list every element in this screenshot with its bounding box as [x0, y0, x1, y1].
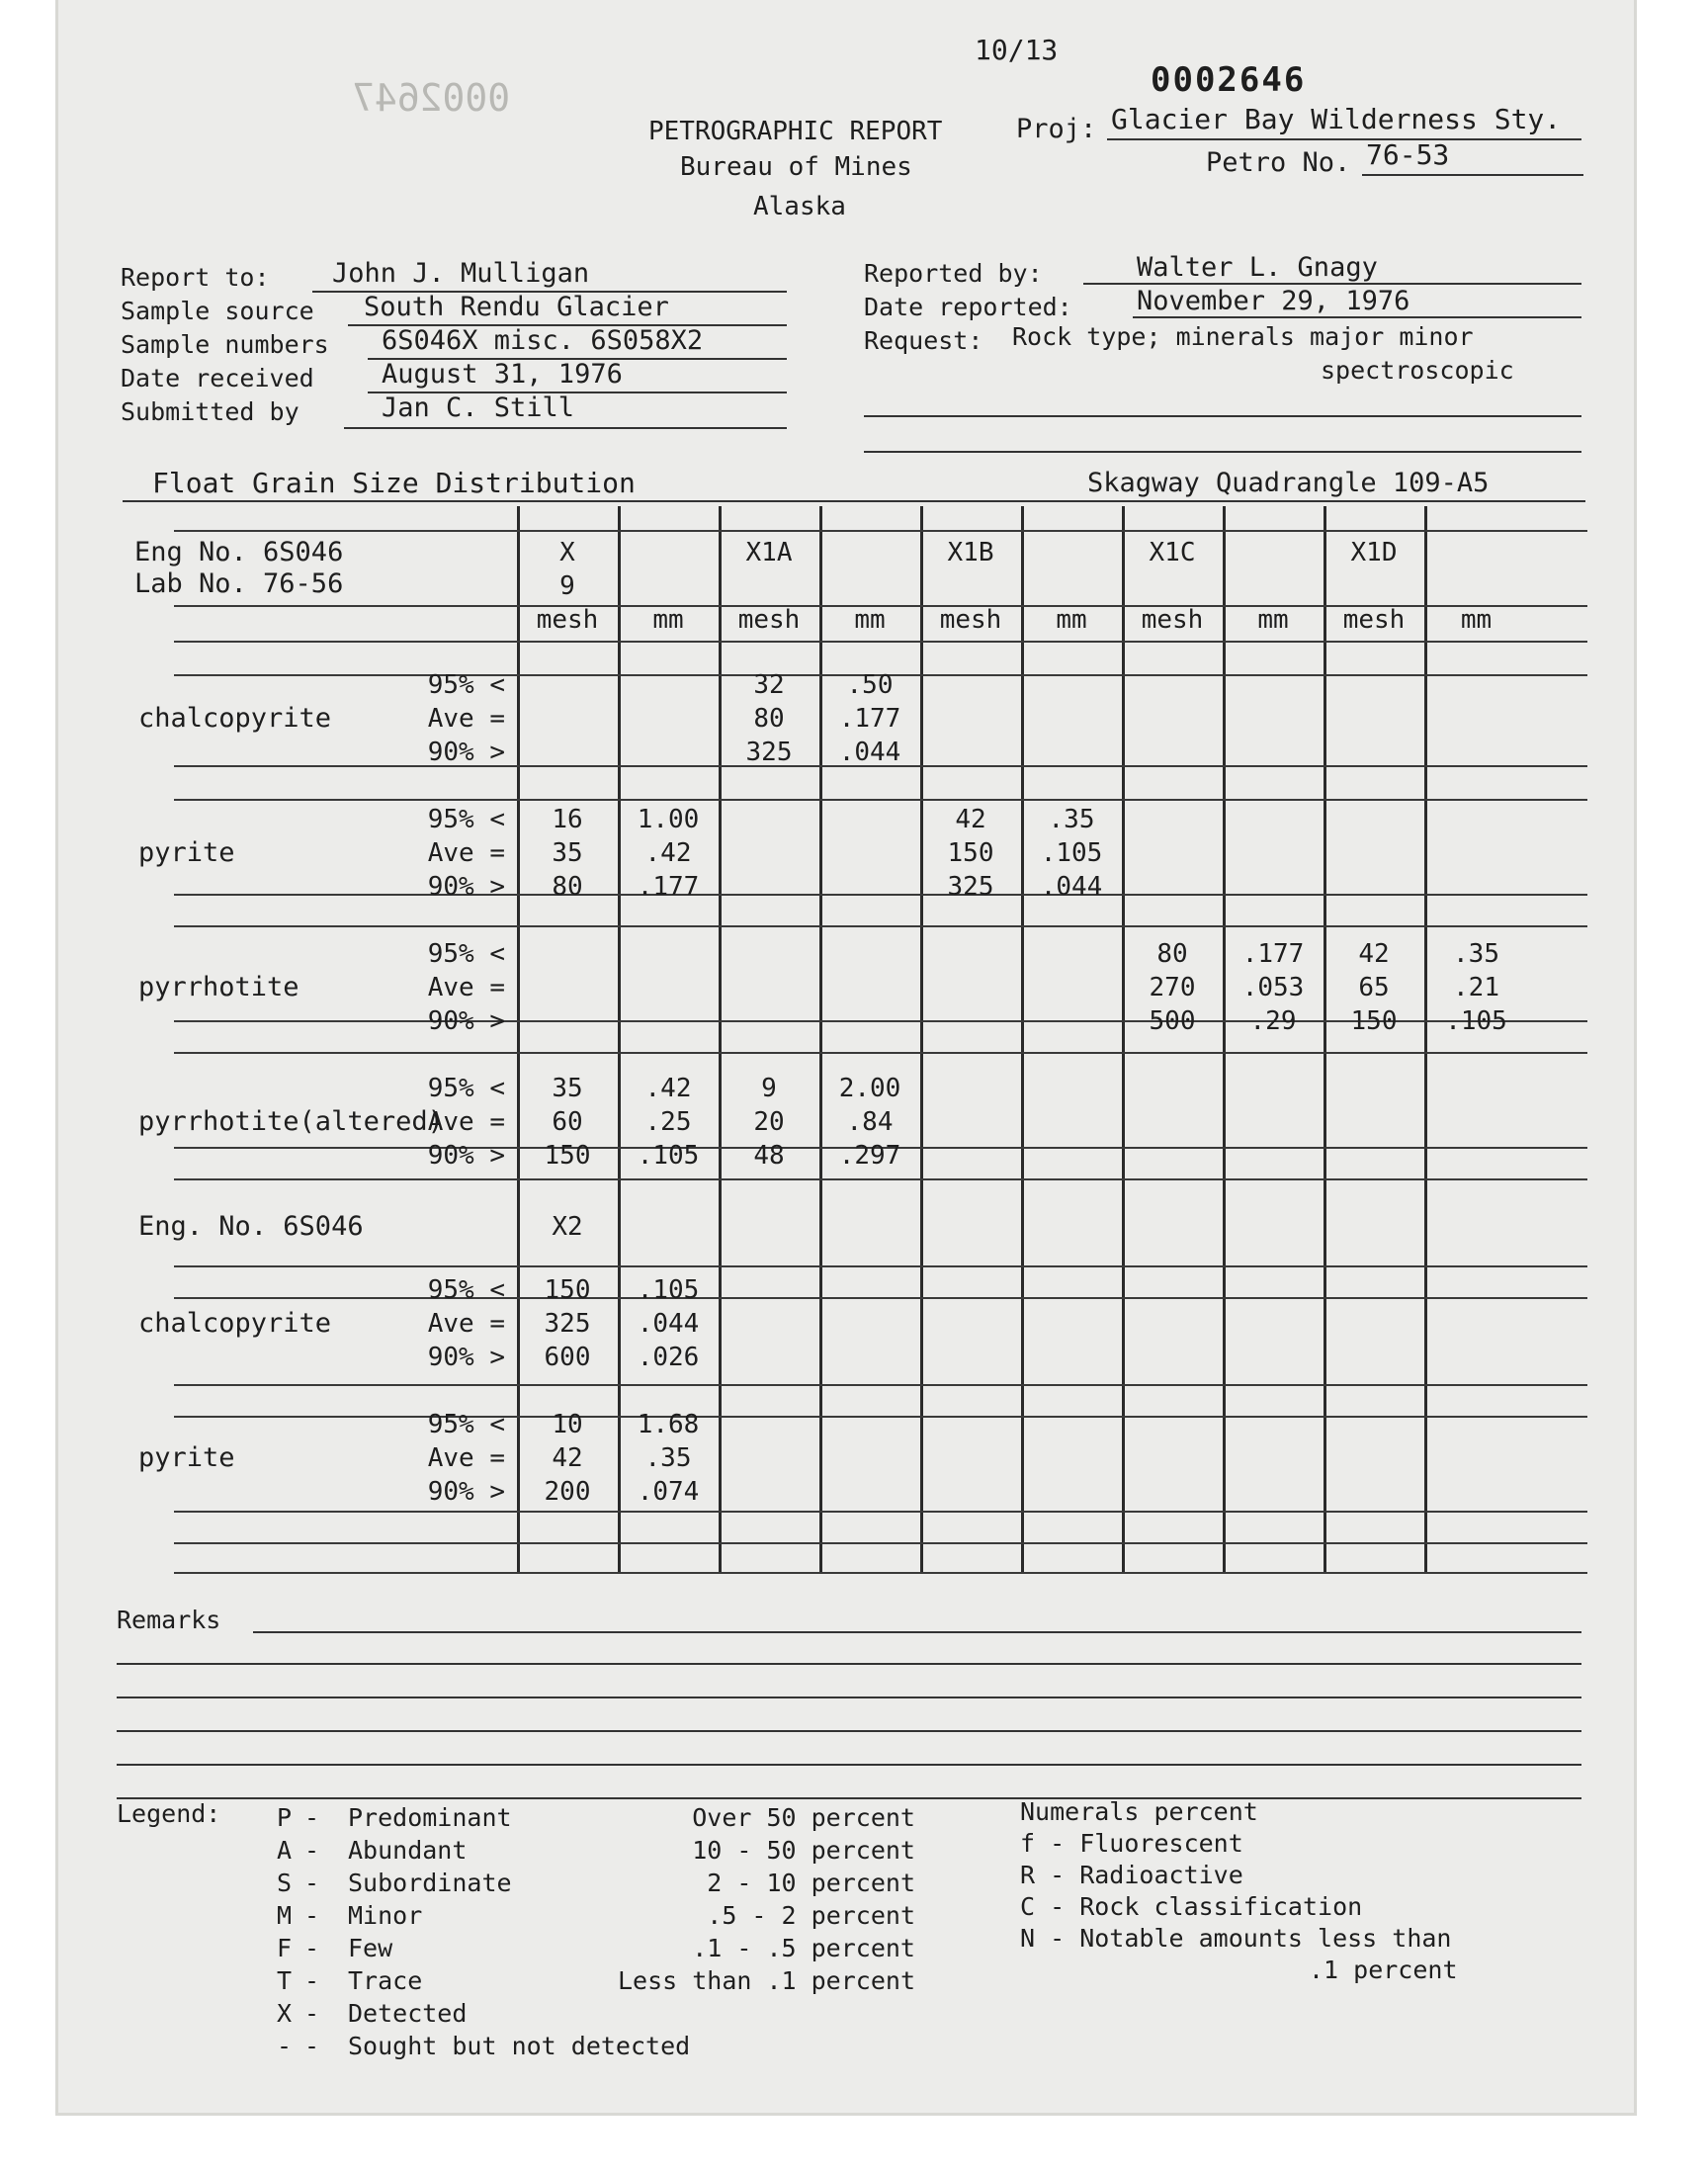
table-cell: 1.68 [637, 1410, 700, 1439]
legend-code: - [277, 2032, 293, 2060]
request-line-1: Rock type; minerals major minor [1012, 322, 1474, 351]
date-received-value: August 31, 1976 [382, 359, 623, 390]
remarks-label: Remarks [117, 1606, 221, 1634]
eng-no-2-label: Eng. No. 6S046 [138, 1211, 364, 1242]
table-cell: 35 [552, 838, 583, 868]
legend-range: Less than .1 percent [617, 1966, 915, 1995]
unit-header: mm [1056, 605, 1087, 635]
stat-label: 90% > [427, 738, 505, 767]
petro-value: 76-53 [1366, 138, 1450, 171]
sample-header: X1A [745, 538, 793, 567]
table-cell: .044 [637, 1309, 700, 1339]
table-column-rule [1324, 506, 1326, 1572]
table-cell: 500 [1149, 1006, 1196, 1036]
petro-label: Petro No. [1206, 147, 1351, 178]
table-cell: .50 [846, 670, 894, 700]
table-cell: .42 [644, 1074, 692, 1103]
sample-numbers-label: Sample numbers [121, 330, 329, 359]
report-title: PETROGRAPHIC REPORT [648, 117, 943, 146]
page-reference: 10/13 [975, 34, 1059, 66]
table-row-rule [174, 1384, 1587, 1386]
table-cell: 60 [552, 1107, 583, 1137]
table-cell: 270 [1149, 973, 1196, 1002]
table-cell: 80 [1156, 939, 1188, 969]
eng-no-label: Eng No. 6S046 [134, 537, 344, 567]
mineral-name: pyrrhotite [138, 972, 299, 1002]
table-row-rule [174, 1178, 1587, 1180]
unit-header: mm [854, 605, 886, 635]
table-cell: 150 [544, 1141, 591, 1171]
legend-name: Minor [348, 1901, 423, 1930]
date-received-label: Date received [121, 364, 314, 392]
stat-label: 95% < [427, 1410, 505, 1439]
legend-note: C - Rock classification [1020, 1892, 1363, 1921]
table-cell: 150 [1350, 1006, 1398, 1036]
legend-name: Sought but not detected [348, 2032, 691, 2060]
legend-range: .5 - 2 percent [707, 1901, 915, 1930]
reported-by-label: Reported by: [864, 259, 1043, 288]
table-cell: .105 [637, 1275, 700, 1305]
table-row-rule [174, 1542, 1587, 1544]
legend-code: S [277, 1869, 293, 1897]
table-cell: .053 [1241, 973, 1305, 1002]
mineral-name: pyrrhotite(altered) [138, 1106, 444, 1137]
table-cell: .297 [838, 1141, 901, 1171]
table-cell: 20 [753, 1107, 785, 1137]
legend-range: Over 50 percent [692, 1803, 915, 1832]
table-column-rule [819, 506, 822, 1572]
table-cell: 65 [1358, 973, 1390, 1002]
mineral-name: chalcopyrite [138, 703, 332, 734]
table-column-rule [1021, 506, 1024, 1572]
legend-note: f - Fluorescent [1020, 1829, 1243, 1858]
table-cell: 150 [544, 1275, 591, 1305]
legend-range: 2 - 10 percent [707, 1869, 915, 1897]
table-cell: .29 [1249, 1006, 1297, 1036]
stat-label: Ave = [427, 1443, 505, 1473]
table-cell: .105 [1040, 838, 1103, 868]
table-cell: 48 [753, 1141, 785, 1171]
table-cell: .35 [1453, 939, 1499, 969]
table-cell: 32 [753, 670, 785, 700]
legend-title: Legend: [117, 1799, 221, 1828]
unit-header: mm [652, 605, 684, 635]
table-cell: 80 [552, 872, 583, 902]
stat-label: 90% > [427, 1343, 505, 1372]
request-label: Request: [864, 326, 983, 355]
table-column-rule [1424, 506, 1427, 1572]
unit-header: mesh [1141, 605, 1204, 635]
stat-label: 95% < [427, 670, 505, 700]
ghost-stamp-number: 0002647 [352, 76, 511, 120]
unit-header: mesh [939, 605, 1002, 635]
table-column-rule [1122, 506, 1125, 1572]
legend-note: .1 percent [1309, 1956, 1458, 1984]
table-cell: .25 [644, 1107, 692, 1137]
table-title: Float Grain Size Distribution [152, 467, 636, 499]
table-row-rule [174, 1052, 1587, 1054]
sample-numbers-value: 6S046X misc. 6S058X2 [382, 325, 704, 356]
stat-label: Ave = [427, 973, 505, 1002]
date-reported-label: Date reported: [864, 293, 1072, 321]
table-cell: 10 [552, 1410, 583, 1439]
legend-code: X [277, 1999, 293, 2028]
table-row-rule [174, 530, 1587, 532]
table-column-rule [719, 506, 722, 1572]
stat-label: Ave = [427, 704, 505, 734]
table-cell: 35 [552, 1074, 583, 1103]
reported-by-value: Walter L. Gnagy [1137, 252, 1378, 283]
legend-name: Trace [348, 1966, 423, 1995]
proj-value: Glacier Bay Wilderness Sty. [1111, 103, 1562, 135]
legend-dash: - [304, 1901, 320, 1930]
table-row-rule [174, 1297, 1587, 1299]
table-row-rule [174, 1572, 1587, 1574]
legend-range: 10 - 50 percent [692, 1836, 915, 1865]
sample-header: X1D [1350, 538, 1398, 567]
table-row-rule [174, 894, 1587, 896]
table-cell: .21 [1453, 973, 1499, 1002]
date-reported-value: November 29, 1976 [1137, 286, 1410, 316]
submitted-by-value: Jan C. Still [382, 392, 575, 423]
legend-name: Detected [348, 1999, 468, 2028]
legend-note: R - Radioactive [1020, 1861, 1243, 1889]
table-cell: 1.00 [637, 805, 700, 834]
legend-code: T [277, 1966, 293, 1995]
table-row-rule [174, 1416, 1587, 1418]
table-cell: .026 [637, 1343, 700, 1372]
legend-note: N - Notable amounts less than [1020, 1924, 1452, 1953]
stat-label: 90% > [427, 1477, 505, 1507]
table-cell: 150 [947, 838, 994, 868]
stat-label: 95% < [427, 1275, 505, 1305]
table-cell: 325 [745, 738, 793, 767]
table-cell: .35 [644, 1443, 692, 1473]
report-to-value: John J. Mulligan [332, 258, 590, 289]
table-cell: 2.00 [838, 1074, 901, 1103]
legend-name: Abundant [348, 1836, 468, 1865]
table-row-rule [174, 925, 1587, 927]
table-column-rule [920, 506, 923, 1572]
table-cell: .105 [1445, 1006, 1507, 1036]
table-cell: 42 [1358, 939, 1390, 969]
unit-header: mesh [737, 605, 801, 635]
table-cell: 80 [753, 704, 785, 734]
sample-subheader: 9 [559, 571, 575, 601]
sample-header: X1B [947, 538, 994, 567]
sample-header: X [559, 538, 575, 567]
legend-dash: - [304, 1966, 320, 1995]
table-cell: .074 [637, 1477, 700, 1507]
table-cell: 325 [947, 872, 994, 902]
mineral-name: pyrite [138, 1442, 235, 1473]
quadrangle: Skagway Quadrangle 109-A5 [1087, 468, 1490, 498]
table-cell: .105 [637, 1141, 700, 1171]
table-cell: .177 [637, 872, 700, 902]
stamp-number: 0002646 [1151, 60, 1307, 100]
table-row-rule [174, 641, 1587, 643]
sample-source-label: Sample source [121, 297, 314, 325]
legend-name: Subordinate [348, 1869, 512, 1897]
stat-label: 95% < [427, 939, 505, 969]
table-cell: .177 [1241, 939, 1305, 969]
mineral-name: pyrite [138, 837, 235, 868]
stat-label: 95% < [427, 1074, 505, 1103]
stat-label: Ave = [427, 1107, 505, 1137]
legend-code: M [277, 1901, 293, 1930]
legend-name: Predominant [348, 1803, 512, 1832]
table-cell: 200 [544, 1477, 591, 1507]
table-cell: 9 [761, 1074, 777, 1103]
sample-header: X1C [1149, 538, 1196, 567]
submitted-by-label: Submitted by [121, 397, 299, 426]
legend-code: A [277, 1836, 293, 1865]
legend-dash: - [304, 1836, 320, 1865]
stat-label: 90% > [427, 1141, 505, 1171]
agency: Bureau of Mines [680, 152, 912, 182]
request-line-2: spectroscopic [1321, 356, 1514, 385]
table-column-rule [1223, 506, 1226, 1572]
sample-source-value: South Rendu Glacier [364, 292, 669, 322]
unit-header: mesh [1342, 605, 1406, 635]
table-cell: 42 [552, 1443, 583, 1473]
legend-note: Numerals percent [1020, 1797, 1258, 1826]
stat-label: 90% > [427, 872, 505, 902]
table-cell: .177 [838, 704, 901, 734]
unit-header: mm [1257, 605, 1289, 635]
table-cell: .044 [1040, 872, 1103, 902]
table-cell: 600 [544, 1343, 591, 1372]
report-page [55, 0, 1637, 2116]
table-row-rule [174, 1511, 1587, 1513]
legend-name: Few [348, 1934, 393, 1962]
table-row-rule [174, 1265, 1587, 1267]
table-cell: 325 [544, 1309, 591, 1339]
table-cell: .84 [846, 1107, 894, 1137]
table-row-rule [174, 799, 1587, 801]
legend-dash: - [304, 1999, 320, 2028]
legend-dash: - [304, 2032, 320, 2060]
table-cell: 16 [552, 805, 583, 834]
table-cell: .35 [1048, 805, 1095, 834]
legend-dash: - [304, 1803, 320, 1832]
legend-dash: - [304, 1869, 320, 1897]
legend-dash: - [304, 1934, 320, 1962]
table-cell: 42 [955, 805, 986, 834]
legend-range: .1 - .5 percent [692, 1934, 915, 1962]
unit-header: mm [1460, 605, 1493, 635]
report-to-label: Report to: [121, 263, 270, 292]
legend-code: F [277, 1934, 293, 1962]
lab-no-label: Lab No. 76-56 [134, 568, 344, 599]
unit-header: mesh [536, 605, 599, 635]
stat-label: 95% < [427, 805, 505, 834]
stat-label: 90% > [427, 1006, 505, 1036]
mineral-name: chalcopyrite [138, 1308, 332, 1339]
legend-code: P [277, 1803, 293, 1832]
stat-label: Ave = [427, 1309, 505, 1339]
region: Alaska [753, 192, 846, 221]
sample2-header: X2 [552, 1212, 583, 1242]
table-cell: .42 [644, 838, 692, 868]
stat-label: Ave = [427, 838, 505, 868]
table-cell: .044 [838, 738, 901, 767]
proj-label: Proj: [1016, 114, 1097, 144]
